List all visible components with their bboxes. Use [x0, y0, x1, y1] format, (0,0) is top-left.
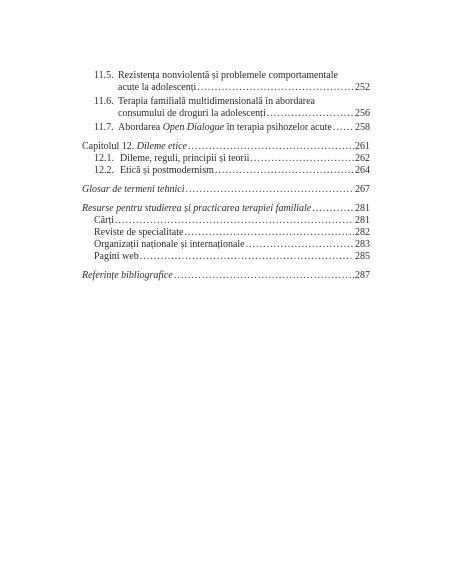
toc-leader-dots — [185, 184, 354, 196]
toc-chapter-12-title-italic: Dileme etice — [136, 141, 187, 152]
toc-resources-item-page: 285 — [355, 251, 370, 262]
toc-entry-11-5[interactable] — [118, 82, 370, 94]
toc-entry-11-7-title: Abordarea Open Dialogue în terapia psihozelor acute — [118, 122, 332, 133]
toc-entry-11-6-page: 256 — [355, 108, 370, 119]
toc-leader-dots — [174, 270, 354, 282]
toc-resources-item-label: Cărți — [94, 215, 114, 226]
toc-entry-11-7-number: 11.7. — [94, 122, 114, 133]
toc-leader-dots — [197, 82, 354, 94]
toc-entry-11-5-title-line2: acute la adolescenți — [118, 82, 197, 93]
toc-entry-11-5-page: 252 — [355, 82, 370, 93]
toc-leader-dots — [215, 165, 354, 177]
toc-references[interactable] — [82, 270, 370, 282]
toc-entry-12-2-page: 264 — [355, 165, 370, 176]
toc-resources[interactable] — [82, 203, 370, 215]
toc-entry-11-6-number: 11.6. — [94, 96, 114, 107]
toc-leader-dots — [312, 203, 354, 215]
toc-resources-item-books[interactable] — [94, 215, 370, 227]
toc-resources-item-label: Organizații naționale și internaționale — [94, 239, 245, 250]
toc-chapter-12[interactable] — [82, 141, 370, 153]
toc-glossary-title: Glosar de termeni tehnici — [82, 184, 185, 195]
toc-entry-11-6-title-line1: Terapia familială multidimensională în abordarea — [118, 96, 315, 107]
toc-entry-11-7-page: 258 — [355, 122, 370, 133]
toc-leader-dots — [333, 122, 354, 134]
toc-entry-11-7[interactable] — [118, 122, 370, 134]
toc-chapter-12-title: Capitolul 12. Dileme etice — [82, 141, 187, 152]
toc-entry-12-2[interactable] — [120, 165, 370, 177]
toc-entry-12-1-page: 262 — [355, 153, 370, 164]
toc-resources-page: 281 — [355, 203, 370, 214]
toc-entry-11-7-title-italic: Open Dialogue — [162, 122, 225, 133]
toc-entry-12-2-title: Etică și postmodernism — [120, 165, 214, 176]
toc-resources-item-label: Pagini web — [94, 251, 139, 262]
toc-resources-item-page: 283 — [355, 239, 370, 250]
toc-leader-dots — [184, 227, 354, 239]
toc-entry-11-5-number: 11.5. — [94, 70, 114, 81]
toc-entry-11-6-title-line2: consumului de droguri la adolescenți — [118, 108, 266, 119]
toc-leader-dots — [267, 108, 354, 120]
toc-resources-item-organizations[interactable] — [94, 239, 370, 251]
toc-entry-12-1-number: 12.1. — [94, 153, 114, 164]
toc-resources-item-websites[interactable] — [94, 251, 370, 263]
toc-resources-item-page: 282 — [355, 227, 370, 238]
toc-entry-11-5-title-line1: Rezistența nonviolentă și problemele comportamentale — [118, 70, 338, 81]
toc-references-page: 287 — [355, 270, 370, 281]
toc-resources-item-label: Reviste de specialitate — [94, 227, 184, 238]
toc-chapter-12-page: 261 — [355, 141, 370, 152]
toc-leader-dots — [115, 215, 354, 227]
toc-entry-12-2-number: 12.2. — [94, 165, 114, 176]
toc-references-title: Referințe bibliografice — [82, 270, 173, 281]
toc-leader-dots — [250, 153, 354, 165]
toc-resources-item-page: 281 — [355, 215, 370, 226]
toc-resources-title: Resurse pentru studierea și practicarea terapiei familiale — [82, 203, 312, 214]
toc-glossary-page: 267 — [355, 184, 370, 195]
toc-leader-dots — [188, 141, 354, 153]
toc-glossary[interactable] — [82, 184, 370, 196]
toc-entry-11-6[interactable] — [118, 108, 370, 120]
toc-entry-12-1[interactable] — [120, 153, 370, 165]
toc-leader-dots — [140, 251, 354, 263]
toc-entry-12-1-title: Dileme, reguli, principii și teorii — [120, 153, 250, 164]
toc-leader-dots — [246, 239, 354, 251]
toc-resources-item-journals[interactable] — [94, 227, 370, 239]
